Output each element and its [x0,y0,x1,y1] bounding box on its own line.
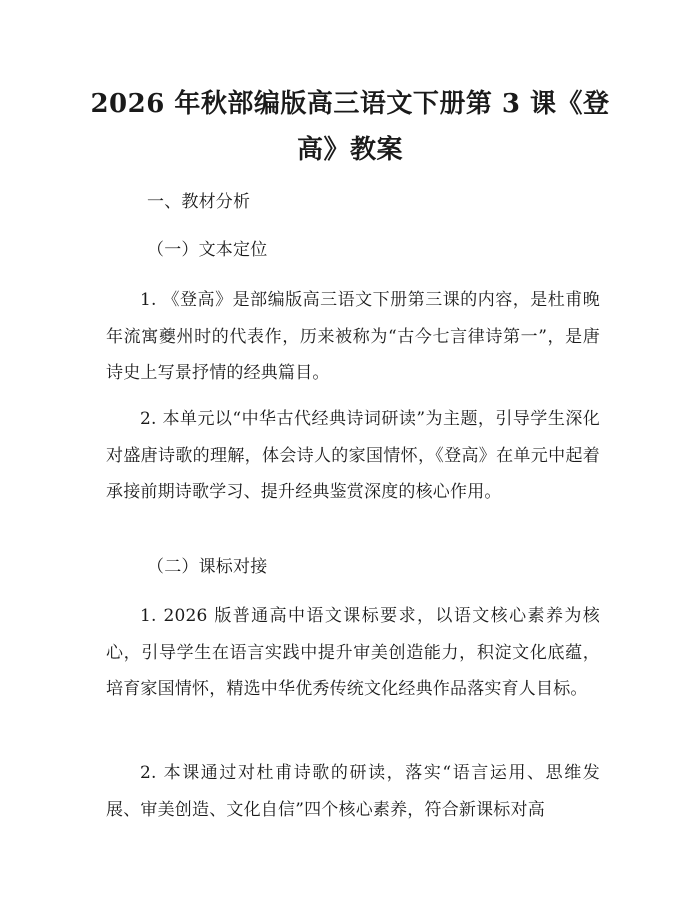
paragraph-curriculum-alignment-2: 2. 本课通过对杜甫诗歌的研读，落实“语言运用、思维发展、审美创造、文化自信”四个核心素养，符合新课标对高 [106,763,600,820]
document-title-line-1: 2026 年秋部编版高三语文下册第 3 课《登 [90,89,610,119]
subsection-heading-curriculum-alignment: （二）课标对接 [147,557,268,577]
section-heading-textbook-analysis: 一、教材分析 [147,192,251,212]
paragraph-text-positioning-2: 2. 本单元以“中华古代经典诗词研读”为主题，引导学生深化对盛唐诗歌的理解，体会诗人的家国情怀，《登高》在单元中起着承接前期诗歌学习、提升经典鉴赏深度的核心作用。 [106,409,600,502]
subsection-heading-text-positioning: （一）文本定位 [147,240,268,260]
paragraph-curriculum-alignment-1: 1. 2026 版普通高中语文课标要求，以语文核心素养为核心，引导学生在语言实践中提升审美创造能力，积淀文化底蕴，培育家国情怀，精选中华优秀传统文化经典作品落实育人目标。 [106,606,600,699]
document-title [86,81,614,173]
document-title-line-2: 高》教案 [296,135,403,165]
paragraph-text-positioning-1: 1. 《登高》是部编版高三语文下册第三课的内容，是杜甫晚年流寓夔州时的代表作，历来被称为“古今七言律诗第一”，是唐诗史上写景抒情的经典篇目。 [106,290,600,383]
